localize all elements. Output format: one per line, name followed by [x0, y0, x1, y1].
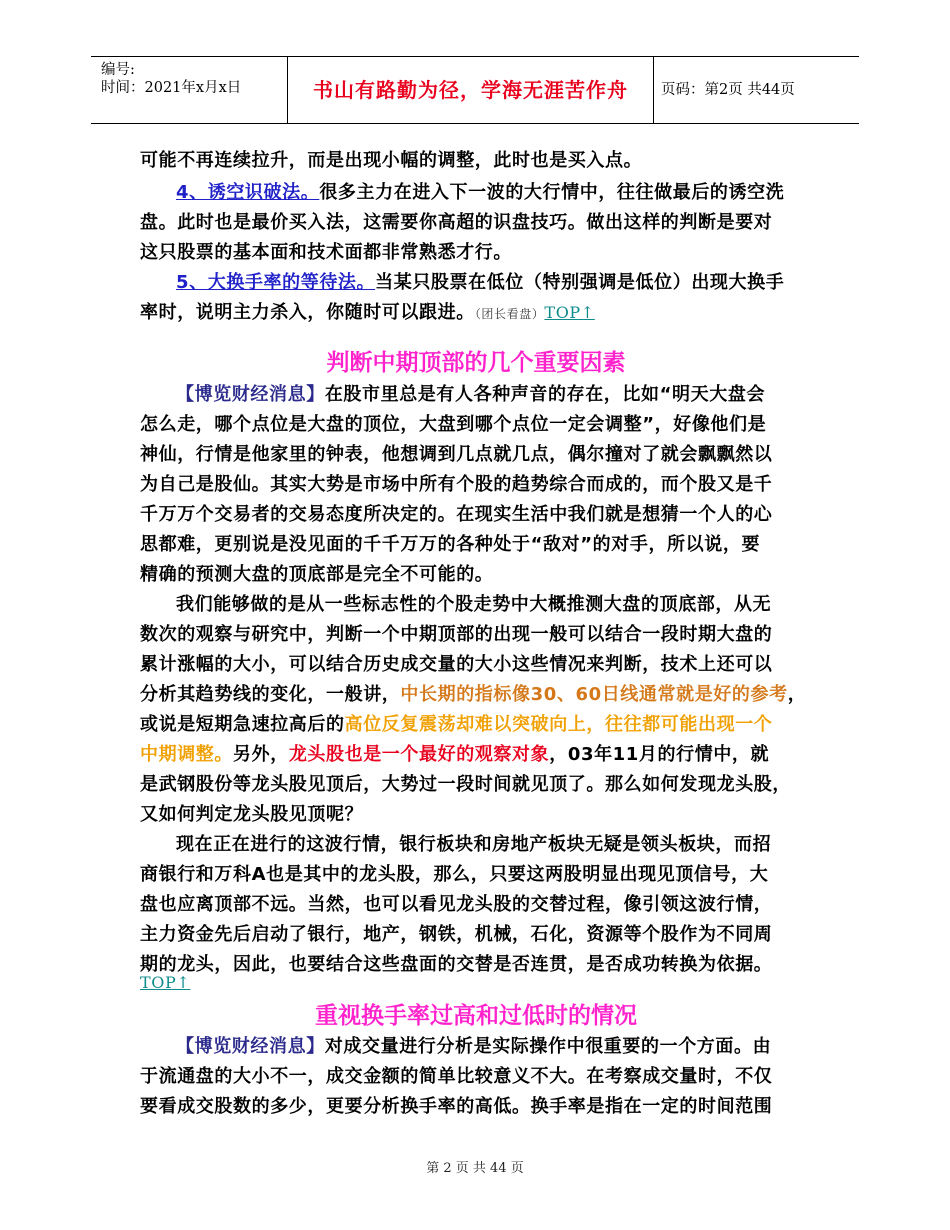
text-line: 商银行和万科A也是其中的龙头股，那么，只要这两股明显出现见顶信号，大: [140, 864, 769, 885]
text-line: 思都难，更别说是没见面的千千万万的各种处于“敌对”的对手，所以说，要: [140, 534, 761, 555]
text-span: ，03年11月的行情中，就: [549, 744, 770, 765]
text-span: 另外，: [233, 744, 289, 765]
text-span: 对成交量进行分析是实际操作中很重要的一个方面。由: [324, 1036, 772, 1057]
paragraph-line: [176, 380, 765, 406]
point-5-title-link[interactable]: 5、大换手率的等待法。: [176, 272, 376, 293]
highlight-text: 中期调整。: [140, 744, 233, 765]
text-line: 这只股票的基本面和技术面都非常熟悉才行。: [140, 242, 512, 263]
paragraph-line: [140, 740, 769, 766]
text-line: 累计涨幅的大小，可以结合历史成交量的大小这些情况来判断，技术上还可以: [140, 654, 773, 675]
highlight-text: 龙头股也是一个最好的观察对象: [288, 744, 550, 765]
page-header: [91, 56, 859, 124]
text-span: 或说是短期急速拉高后的: [140, 714, 345, 735]
text-line: 又如何判定龙头股见顶呢？: [140, 804, 364, 825]
paragraph-4-line: [176, 178, 784, 204]
text-line: 现在正在进行的这波行情，银行板块和房地产板块无疑是领头板块，而招: [176, 834, 772, 855]
text-line: 千万万个交易者的交易态度所决定的。在现实生活中我们就是想猜一个人的心: [140, 504, 773, 525]
source-tag: 【博览财经消息】: [176, 1036, 325, 1057]
highlight-text: 中长期的指标像30、60日线通常就是好的参考: [400, 684, 788, 705]
text-line: 盘。此时也是最价买入法，这需要你高超的识盘技巧。做出这样的判断是要对: [140, 212, 773, 233]
text-line: 我们能够做的是从一些标志性的个股走势中大概推测大盘的顶底部，从无: [176, 594, 772, 615]
header-page-label: 页码：第2页 共44页: [661, 82, 795, 98]
source-note: （团长看盘）: [474, 307, 545, 321]
header-meta: [91, 57, 287, 123]
top-link[interactable]: TOP↑: [140, 973, 191, 992]
doc-time-label: 时间：2021年x月x日: [101, 80, 242, 96]
text-line: 是武钢股份等龙头股见顶后，大势过一段时间就见顶了。那么如何发现龙头股，: [140, 774, 791, 795]
page-footer: 第 2 页 共 44 页: [426, 1161, 524, 1176]
text-span: 分析其趋势线的变化，一般讲，: [140, 684, 401, 705]
text-span: 在股市里总是有人各种声音的存在，比如“明天大盘会: [324, 384, 766, 405]
paragraph-5-line: [176, 268, 784, 294]
top-link-line: [140, 972, 190, 993]
paragraph-line: [140, 710, 772, 736]
text-line: 盘也应离顶部不远。当然，也可以看见龙头股的交替过程，像引领这波行情，: [140, 894, 773, 915]
text-line: 可能不再连续拉升，而是出现小幅的调整，此时也是买入点。: [140, 150, 643, 171]
text-span: ，: [787, 684, 807, 705]
text-line: 要看成交股数的多少，更要分析换手率的高低。换手率是指在一定的时间范围: [140, 1096, 773, 1117]
paragraph-line: [140, 680, 806, 706]
point-4-title-link[interactable]: 4、诱空识破法。: [176, 182, 320, 203]
text-line: 于流通盘的大小不一，成交金额的简单比较意义不大。在考察成交量时，不仅: [140, 1066, 773, 1087]
section-title: 重视换手率过高和过低时的情况: [315, 1003, 637, 1029]
section-title: 判断中期顶部的几个重要因素: [326, 350, 626, 376]
text-line: 怎么走，哪个点位是大盘的顶位，大盘到哪个点位一定会调整”，好像他们是: [140, 414, 767, 435]
top-link[interactable]: TOP↑: [544, 303, 595, 322]
text-span: 率时，说明主力杀入，你随时可以跟进。: [140, 302, 475, 323]
text-line: 神仙，行情是他家里的钟表，他想调到几点就几点，偶尔撞对了就会飘飘然以: [140, 444, 773, 465]
header-motto: 书山有路勤为径，学海无涯苦作舟: [287, 57, 654, 123]
text-line: 为自己是股仙。其实大势是市场中所有个股的趋势综合而成的，而个股又是千: [140, 474, 773, 495]
text-span: 当某只股票在低位（特别强调是低位）出现大换手: [375, 272, 785, 293]
text-span: 很多主力在进入下一波的大行情中，往往做最后的诱空洗: [319, 182, 785, 203]
highlight-text: 高位反复震荡却难以突破向上，往往都可能出现一个: [344, 714, 773, 735]
paragraph-line: [176, 1032, 771, 1058]
text-line: 精确的预测大盘的顶底部是完全不可能的。: [140, 564, 494, 585]
text-line: 期的龙头，因此，也要结合这些盘面的交替是否连贯，是否成功转换为依据。: [140, 954, 773, 975]
text-line: 数次的观察与研究中，判断一个中期顶部的出现一般可以结合一段时期大盘的: [140, 624, 773, 645]
paragraph-5-line-2: [140, 298, 595, 324]
text-line: 主力资金先后启动了银行，地产，钢铁，机械，石化，资源等个股作为不同周: [140, 924, 773, 945]
source-tag: 【博览财经消息】: [176, 384, 325, 405]
doc-number-label: 编号:: [101, 62, 135, 78]
